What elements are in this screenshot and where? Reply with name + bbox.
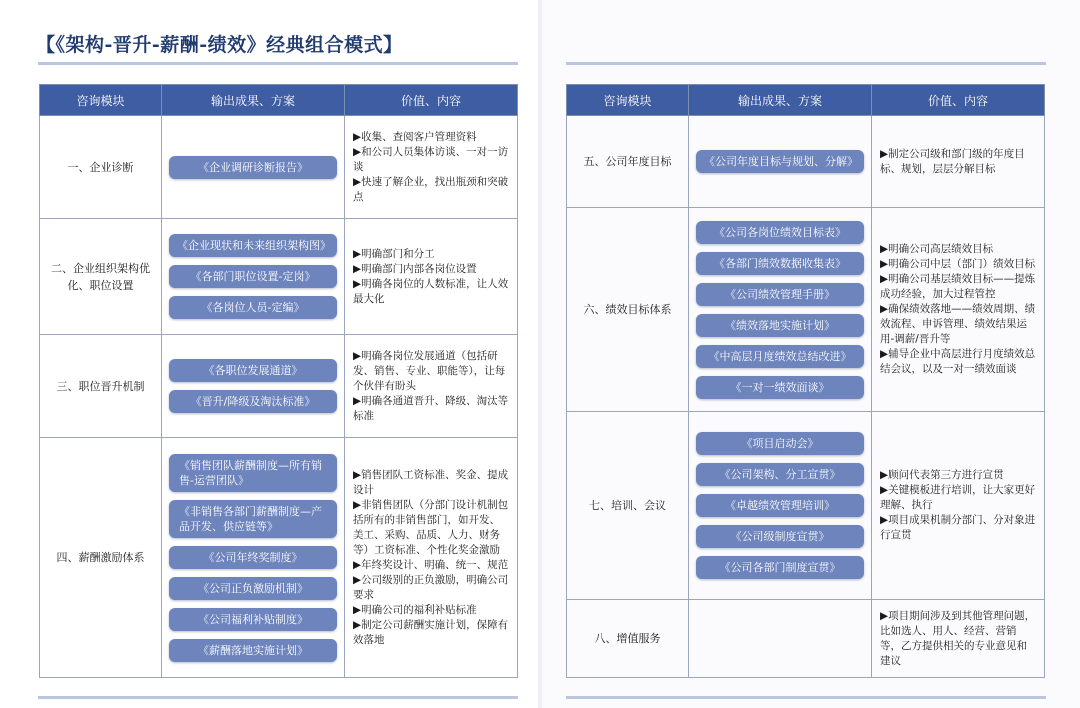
output-pill: 《销售团队薪酬制度—所有销售-运营团队》 (169, 454, 337, 492)
table-row (567, 116, 1045, 208)
value-point: ▶顾问代表第三方进行宣贯 (880, 469, 1004, 481)
value-point: ▶明确各通道晋升、降级、淘汰等标准 (353, 394, 509, 422)
value-point: ▶明确公司中层（部门）绩效目标 (880, 258, 1036, 270)
output-pill: 《公司绩效管理手册》 (696, 283, 864, 306)
header-outputs: 输出成果、方案 (162, 85, 345, 116)
output-pill: 《公司各岗位绩效目标表》 (696, 221, 864, 244)
outputs-cell (689, 412, 872, 600)
page-title: 【《架构-晋升-薪酬-绩效》经典组合模式】 (36, 34, 403, 56)
value-point: ▶制定公司级和部门级的年度目标、规划，层层分解目标 (880, 147, 1025, 175)
output-pill: 《公司年终奖制度》 (169, 546, 337, 569)
output-pill: 《各部门职位设置-定岗》 (169, 265, 337, 288)
value-point: ▶收集、查阅客户管理资料 (353, 130, 477, 143)
right-page (542, 0, 1080, 708)
table-row (40, 219, 518, 335)
output-pill: 《项目启动会》 (696, 432, 864, 455)
table-row (567, 600, 1045, 678)
value-point: ▶项目期间涉及到其他管理问题，比如选人、用人、经营、营销等，乙方提供相关的专业意见和建议 (880, 609, 1036, 667)
right-consulting-table (566, 84, 1045, 678)
table-row (567, 208, 1045, 412)
output-pill: 《公司正负激励机制》 (169, 577, 337, 600)
title-divider (38, 62, 518, 65)
output-pill: 《公司各部门制度宣贯》 (696, 556, 864, 579)
module-name: 四、薪酬激励体系 (40, 438, 162, 678)
output-pill: 《各岗位人员-定编》 (169, 296, 337, 319)
value-cell (345, 438, 518, 678)
table-row (40, 438, 518, 678)
value-point: ▶销售团队工资标准、奖金、提成设计 (353, 468, 509, 496)
module-name: 一、企业诊断 (40, 116, 162, 219)
output-pill: 《晋升/降级及淘汰标准》 (169, 390, 337, 413)
header-outputs: 输出成果、方案 (689, 85, 872, 116)
outputs-cell (162, 219, 345, 335)
value-point: ▶确保绩效落地——绩效周期、绩效流程、申诉管理、绩效结果运用-调薪/晋升等 (880, 303, 1036, 345)
outputs-cell (689, 208, 872, 412)
value-point: ▶明确部门和分工 (353, 247, 435, 260)
module-name: 五、公司年度目标 (567, 116, 689, 208)
value-cell (872, 116, 1045, 208)
bottom-divider (566, 696, 1046, 699)
value-point: ▶明确部门内部各岗位设置 (353, 262, 477, 275)
value-cell (872, 600, 1045, 678)
outputs-cell (162, 116, 345, 219)
module-name: 三、职位晋升机制 (40, 335, 162, 438)
value-point: ▶快速了解企业，找出瓶颈和突破点 (353, 175, 509, 203)
left-consulting-table (39, 84, 518, 678)
value-point: ▶关键模板进行培训，让大家更好理解、执行 (880, 484, 1036, 511)
output-pill: 《公司架构、分工宣贯》 (696, 463, 864, 486)
output-pill: 《各职位发展通道》 (169, 359, 337, 382)
outputs-cell (162, 335, 345, 438)
bottom-divider (38, 696, 518, 699)
value-cell (872, 412, 1045, 600)
value-point: ▶明确公司的福利补贴标准 (353, 603, 477, 616)
module-name: 二、企业组织架构优化、职位设置 (40, 219, 162, 335)
output-pill: 《绩效落地实施计划》 (696, 314, 864, 337)
table-row (40, 335, 518, 438)
value-point: ▶明确公司基层绩效目标——提炼成功经验，加大过程管控 (880, 273, 1036, 300)
value-point: ▶公司级别的正负激励，明确公司要求 (353, 573, 509, 601)
module-name: 七、培训、会议 (567, 412, 689, 600)
value-point: ▶非销售团队（分部门设计机制包括所有的非销售部门，如开发、美工、采购、品质、人力、财务等）工资标准、个性化奖金激励 (353, 498, 509, 556)
outputs-cell (162, 438, 345, 678)
output-pill: 《公司福利补贴制度》 (169, 608, 337, 631)
output-pill: 《卓越绩效管理培训》 (696, 494, 864, 517)
module-name: 八、增值服务 (567, 600, 689, 678)
table-row (40, 116, 518, 219)
value-cell (345, 335, 518, 438)
value-cell (345, 219, 518, 335)
value-cell (872, 208, 1045, 412)
value-point: ▶明确各岗位发展通道（包括研发、销售、专业、职能等），让每个伙伴有盼头 (353, 349, 506, 392)
output-pill: 《企业现状和未来组织架构图》 (169, 234, 337, 257)
header-module: 咨询模块 (567, 85, 689, 116)
output-pill: 《非销售各部门薪酬制度—产品开发、供应链等》 (169, 500, 337, 538)
value-point: ▶明确各岗位的人数标准，让人效最大化 (353, 277, 509, 305)
value-cell (345, 116, 518, 219)
value-point: ▶明确公司高层绩效目标 (880, 243, 994, 255)
value-point: ▶项目成果机制分部门、分对象进行宣贯 (880, 514, 1036, 541)
header-value: 价值、内容 (872, 85, 1045, 116)
table-row (567, 412, 1045, 600)
table-header-row (40, 85, 518, 116)
table-header-row (567, 85, 1045, 116)
value-point: ▶辅导企业中高层进行月度绩效总结会议，以及一对一绩效面谈 (880, 348, 1036, 375)
module-name: 六、绩效目标体系 (567, 208, 689, 412)
output-pill: 《中高层月度绩效总结改进》 (696, 345, 864, 368)
value-point: ▶制定公司薪酬实施计划，保障有效落地 (353, 618, 509, 646)
outputs-cell (689, 600, 872, 678)
output-pill: 《薪酬落地实施计划》 (169, 639, 337, 662)
header-value: 价值、内容 (345, 85, 518, 116)
top-divider (566, 62, 1046, 65)
left-page (0, 0, 538, 708)
output-pill: 《企业调研诊断报告》 (169, 156, 337, 179)
output-pill: 《公司年度目标与规划、分解》 (696, 150, 864, 173)
header-module: 咨询模块 (40, 85, 162, 116)
output-pill: 《一对一绩效面谈》 (696, 376, 864, 399)
value-point: ▶年终奖设计、明确、统一、规范 (353, 558, 509, 571)
output-pill: 《各部门绩效数据收集表》 (696, 252, 864, 275)
outputs-cell (689, 116, 872, 208)
value-point: ▶和公司人员集体访谈、一对一访谈 (353, 145, 509, 173)
output-pill: 《公司级制度宣贯》 (696, 525, 864, 548)
